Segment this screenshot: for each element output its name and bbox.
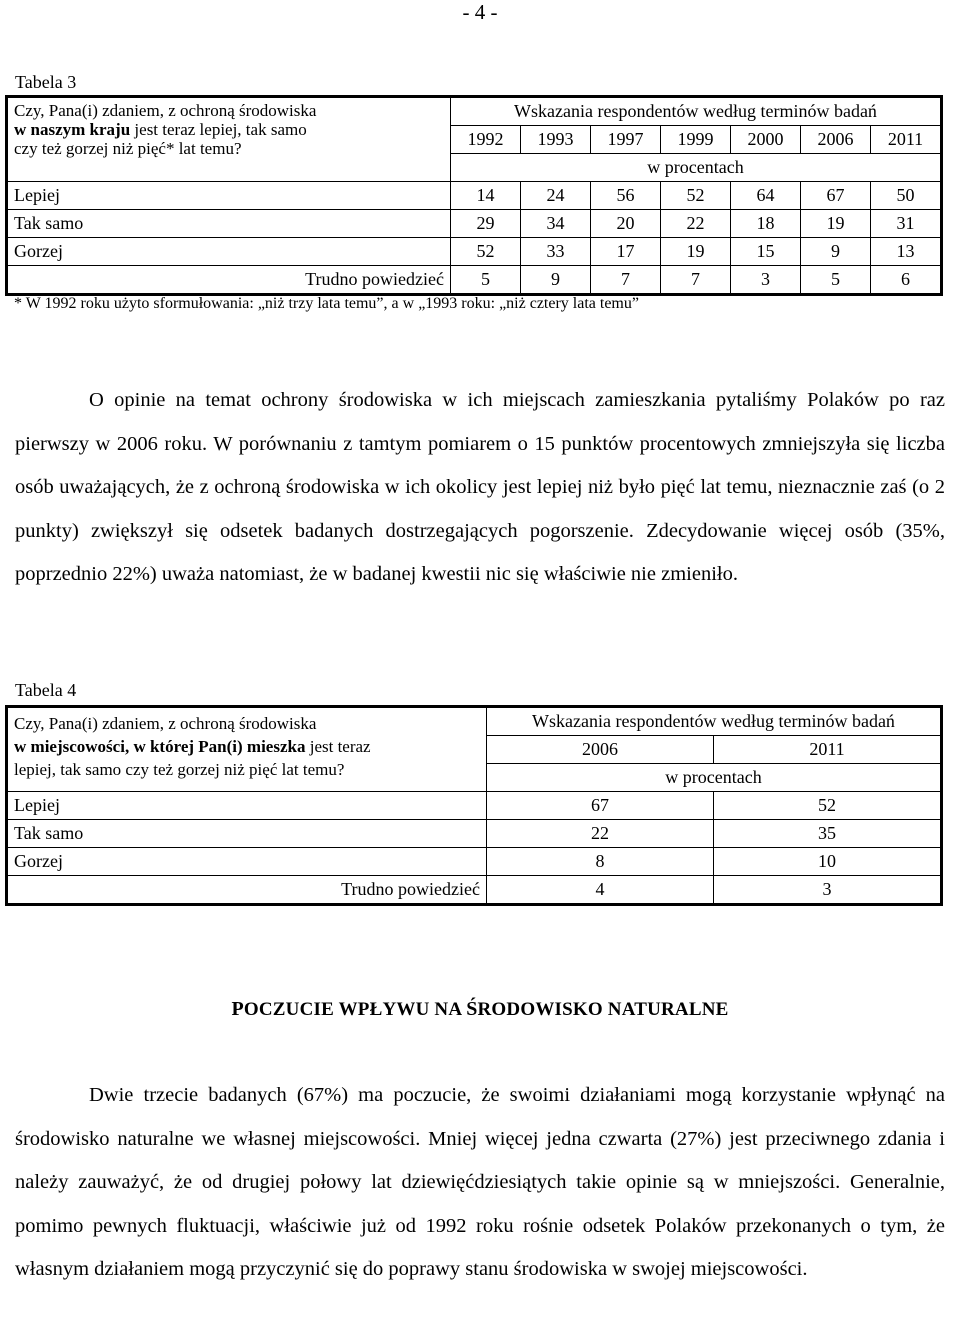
table3-cell: 19 [661,238,731,266]
paragraph-2: Dwie trzecie badanych (67%) ma poczucie, że swoimi działaniami mogą korzystanie wpłynąć na środowisko naturalne we własnej miejscowości. Mniej więcej jedna czwarta (27%) jest przeciwnego zdania i należy zauważyć, że od drugiej połowy lat dziewięćdziesiątych takie opinie są w mniejszości. Generalnie, pomimo pewnych fluktuacji, właściwie już od 1992 roku rośnie odsetek Polaków przekonanych o tym, że własnym działaniem mogą przyczynić się do poprawy stanu środowiska w swojej miejscowości. [15,1084,945,1280]
table3-row-label: Trudno powiedzieć [8,266,451,294]
table4-row-label: Tak samo [8,820,487,848]
table3-cell: 7 [591,266,661,294]
table4-year: 2011 [714,736,941,764]
table3-cell: 50 [871,182,941,210]
table3-question-line1: Czy, Pana(i) zdaniem, z ochroną środowiska [14,101,317,120]
paragraph-1: O opinie na temat ochrony środowiska w ich miejscach zamieszkania pytaliśmy Polaków po raz pierwszy w 2006 roku. W porównaniu z tamtym pomiarem o 15 punktów procentowych zmniejszyła się liczba osób uważających, że z ochroną środowiska w ich okolicy jest lepiej niż było pięć lat temu, nieznacznie zaś (o 2 punkty) zwiększył się odsetek badanych dostrzegających pogorszenie. Zdecydowanie więcej osób (35%, poprzednio 22%) uważa natomiast, że w badanej kwestii nic się właściwie nie zmieniło. [15,389,945,585]
heading-initial-1: P [231,998,244,1020]
table3-row-label: Gorzej [8,238,451,266]
table4-cell: 8 [487,848,714,876]
table3-cell: 19 [801,210,871,238]
table3-footnote: * W 1992 roku użyto sformułowania: „niż trzy lata temu”, a w „1993 roku: „niż cztery lata temu” [14,295,639,312]
table-row [8,266,941,294]
table3-question-line3: czy też gorzej niż pięć* lat temu? [14,139,242,158]
table3-cell: 22 [661,210,731,238]
table4-question-line2: jest teraz [305,737,371,756]
table-row [8,210,941,238]
table3-unit: w procentach [451,154,941,182]
table3-year: 1997 [591,126,661,154]
table3-cell: 5 [451,266,521,294]
table4-question-line1: Czy, Pana(i) zdaniem, z ochroną środowiska [14,714,317,733]
table3-cell: 5 [801,266,871,294]
table3-cell: 7 [661,266,731,294]
table3-cell: 33 [521,238,591,266]
table3 [7,97,941,294]
table3-question [8,98,451,182]
table4-cell: 22 [487,820,714,848]
section-heading [0,998,960,1021]
heading-initial-2: Ś [466,998,478,1020]
table3-year: 1993 [521,126,591,154]
heading-part-1: OCZUCIE WPŁYWU NA [243,999,467,1020]
table3-cell: 52 [451,238,521,266]
table3-cell: 3 [731,266,801,294]
table3-cell: 14 [451,182,521,210]
table3-cell: 52 [661,182,731,210]
table3-year: 2006 [801,126,871,154]
table3-cell: 56 [591,182,661,210]
table3-cell: 29 [451,210,521,238]
table3-caption: Tabela 3 [15,72,77,92]
table3-year: 1992 [451,126,521,154]
table3-cell: 18 [731,210,801,238]
table4-row-label: Lepiej [8,792,487,820]
table3-cell: 24 [521,182,591,210]
page-number: - 4 - [462,0,498,24]
table-row [8,238,941,266]
table4-year: 2006 [487,736,714,764]
table-row [8,820,941,848]
table4-cell: 35 [714,820,941,848]
table3-question-bold: w naszym kraju [14,120,131,139]
table4-header-top: Wskazania respondentów według terminów badań [487,708,941,736]
table-row [8,182,941,210]
table3-cell: 13 [871,238,941,266]
table3-row-label: Tak samo [8,210,451,238]
table4-row-label: Trudno powiedzieć [8,876,487,904]
table4-row-label: Gorzej [8,848,487,876]
table4-question-bold: w miejscowości, w której Pan(i) mieszka [14,737,306,756]
table3-cell: 17 [591,238,661,266]
table4-caption: Tabela 4 [15,680,77,700]
table3-cell: 9 [521,266,591,294]
table3-year: 2011 [871,126,941,154]
table3-header-top: Wskazania respondentów według terminów badań [451,98,941,126]
table3-cell: 34 [521,210,591,238]
table3-year: 2000 [731,126,801,154]
table-row [8,876,941,904]
table3-row-label: Lepiej [8,182,451,210]
table-row [8,792,941,820]
table3-cell: 64 [731,182,801,210]
table3-cell: 15 [731,238,801,266]
table3-year: 1999 [661,126,731,154]
table3-cell: 9 [801,238,871,266]
table3-cell: 20 [591,210,661,238]
table4-cell: 52 [714,792,941,820]
table4-cell: 10 [714,848,941,876]
table4 [7,707,941,904]
table4-question [8,708,487,792]
table3-cell: 6 [871,266,941,294]
table-row [8,848,941,876]
table3-cell: 31 [871,210,941,238]
table4-question-line3: lepiej, tak samo czy też gorzej niż pięć lat temu? [14,760,345,779]
table3-cell: 67 [801,182,871,210]
table4-cell: 3 [714,876,941,904]
table4-unit: w procentach [487,764,941,792]
heading-part-2: RODOWISKO NATURALNE [477,999,729,1020]
table4-cell: 67 [487,792,714,820]
table3-question-line2: jest teraz lepiej, tak samo [130,120,307,139]
table4-cell: 4 [487,876,714,904]
